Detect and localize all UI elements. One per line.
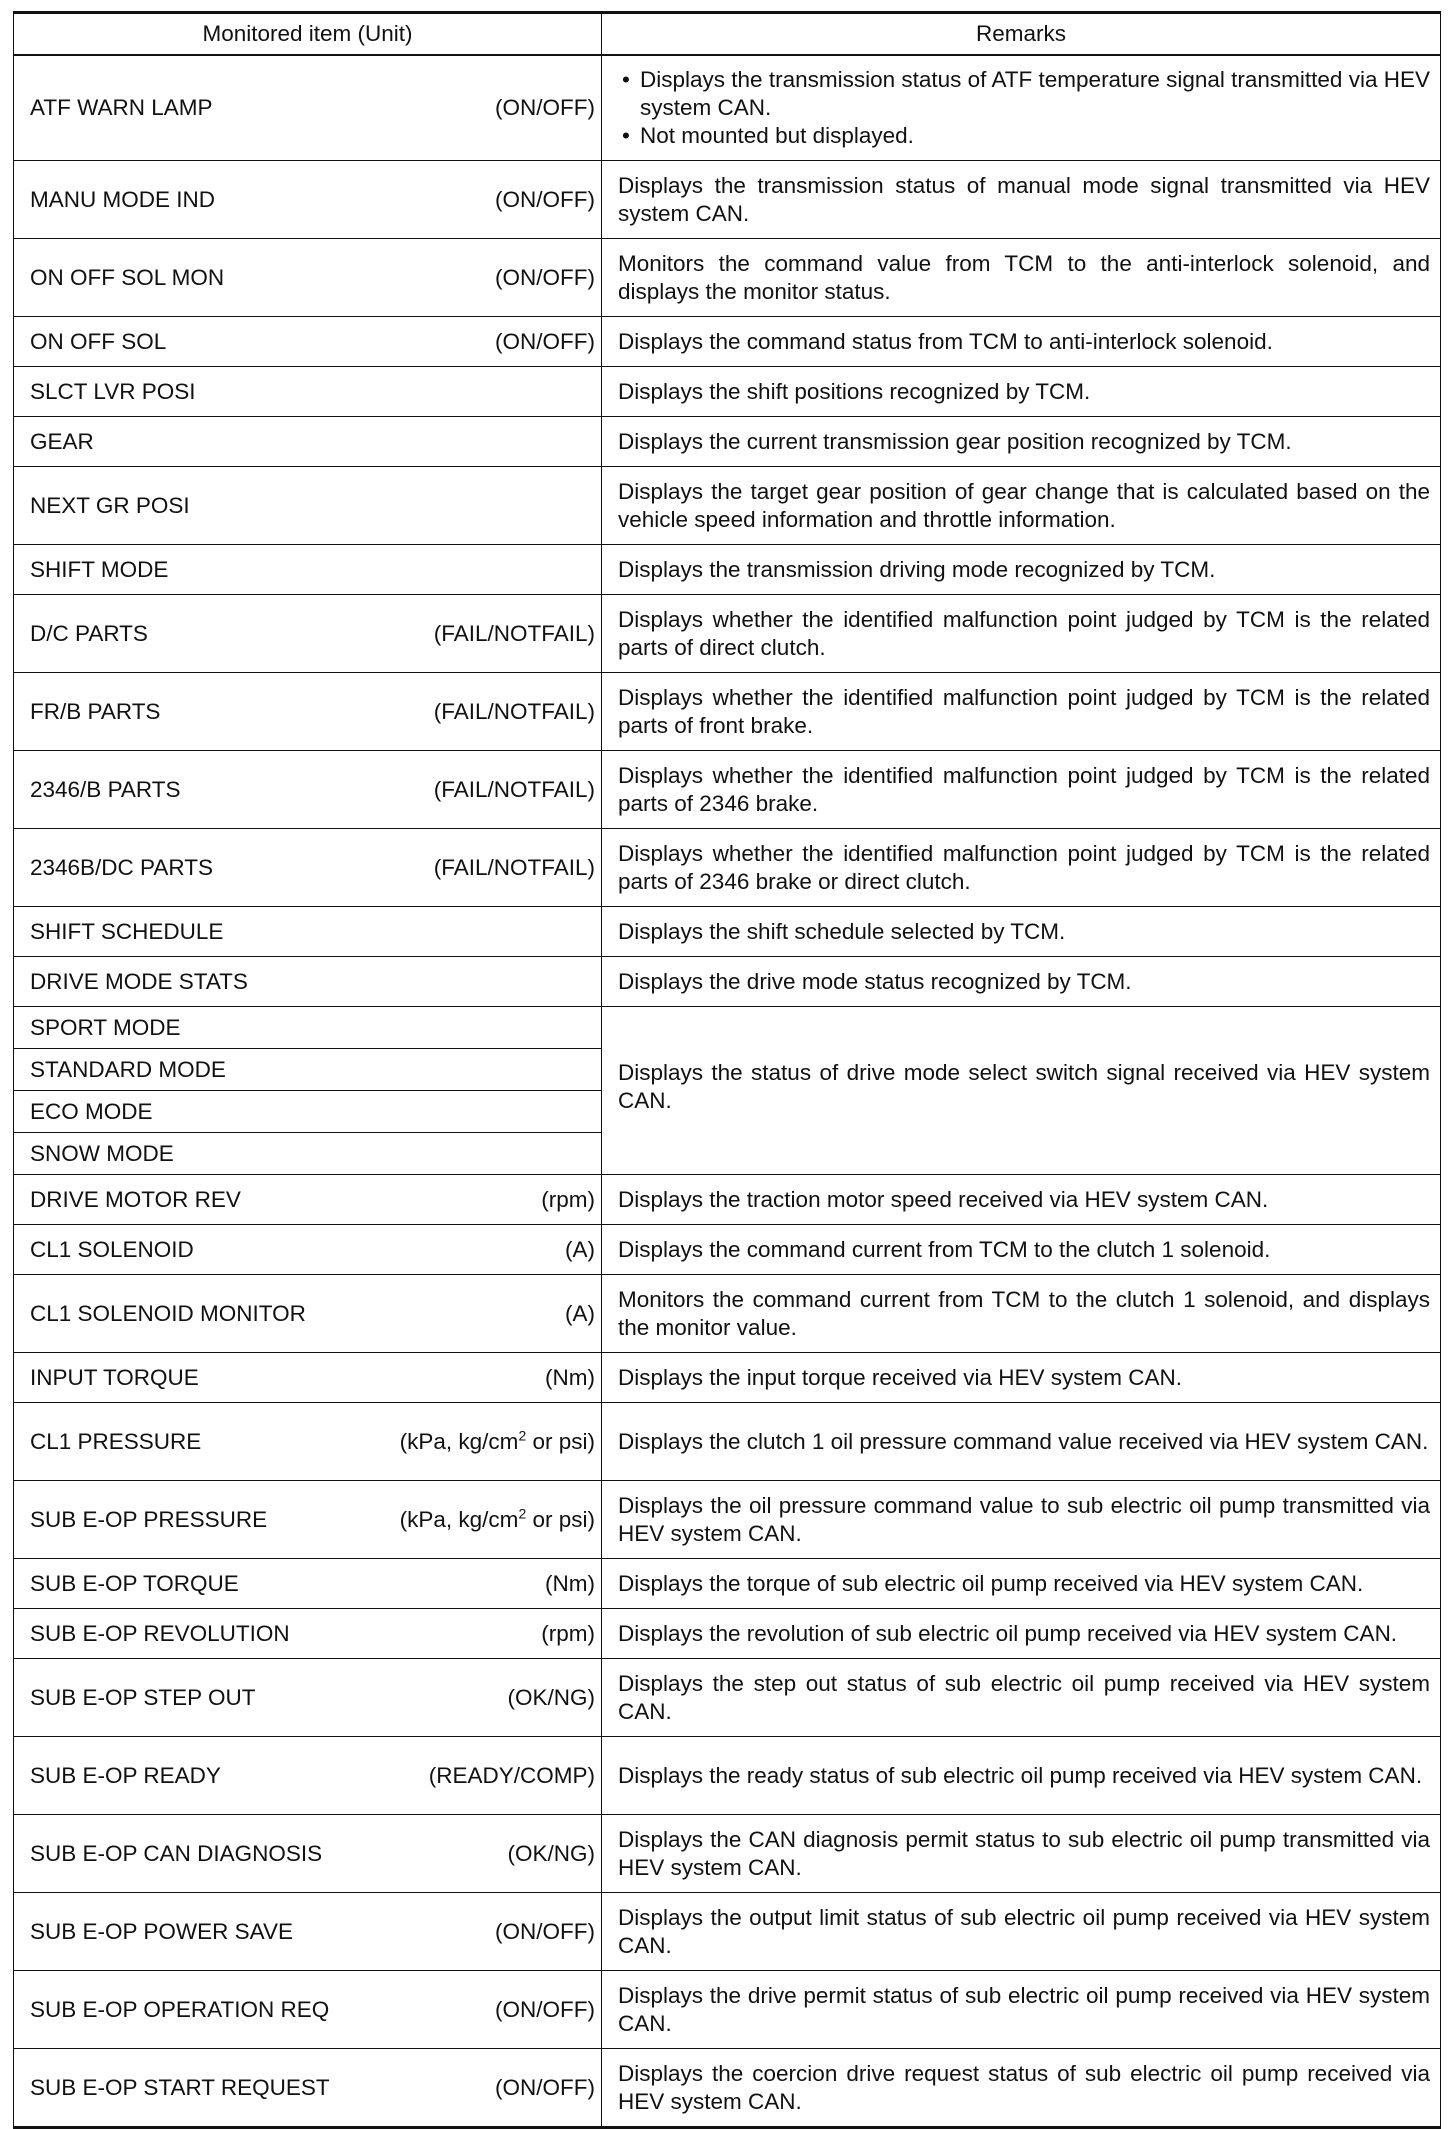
remark-cell: Displays the CAN diagnosis permit status to sub electric oil pump transmitted via HEV system CAN. (602, 1815, 1441, 1893)
item-unit: (rpm) (541, 1620, 595, 1646)
remark-bullet-list (618, 66, 1430, 150)
item-cell (14, 1559, 602, 1609)
table-row (14, 1225, 1441, 1275)
item-name: GEAR (30, 428, 94, 454)
table-row (14, 417, 1441, 467)
item-cell (14, 1815, 602, 1893)
unit-text: or psi) (526, 1506, 595, 1532)
item-cell (14, 367, 602, 417)
table-row (14, 595, 1441, 673)
table-row (14, 907, 1441, 957)
item-name: SUB E-OP CAN DIAGNOSIS (30, 1840, 323, 1866)
item-cell (14, 1403, 602, 1481)
table-row (14, 1971, 1441, 2049)
item-cell (14, 907, 602, 957)
item-unit: (Nm) (545, 1364, 595, 1390)
item-cell (14, 1893, 602, 1971)
item-unit: (A) (565, 1236, 595, 1262)
table-row (14, 1609, 1441, 1659)
remark-bullet: • Displays the transmission status of ATF temperature signal transmitted via HEV system CAN. (618, 66, 1430, 122)
remark-cell: Displays the clutch 1 oil pressure command value received via HEV system CAN. (602, 1403, 1441, 1481)
item-unit: (A) (565, 1300, 595, 1326)
remark-cell: Displays whether the identified malfunction point judged by TCM is the related parts of direct clutch. (602, 595, 1441, 673)
item-name: CL1 PRESSURE (30, 1428, 202, 1454)
item-name: DRIVE MODE STATS (30, 968, 248, 994)
item-name: CL1 SOLENOID (30, 1236, 194, 1262)
item-cell (14, 957, 602, 1007)
item-unit: (FAIL/NOTFAIL) (433, 776, 595, 802)
remark-cell: Displays the shift schedule selected by TCM. (602, 907, 1441, 957)
table-row (14, 317, 1441, 367)
item-unit: (Nm) (545, 1570, 595, 1596)
remark-cell: Displays whether the identified malfunction point judged by TCM is the related parts of 2346 brake or direct clutch. (602, 829, 1441, 907)
item-cell (14, 1049, 602, 1091)
item-cell (14, 1353, 602, 1403)
table-row (14, 367, 1441, 417)
item-name: ON OFF SOL (30, 328, 167, 354)
remark-cell: Displays whether the identified malfunction point judged by TCM is the related parts of 2346 brake. (602, 751, 1441, 829)
remark-cell: Displays whether the identified malfunction point judged by TCM is the related parts of front brake. (602, 673, 1441, 751)
remark-cell: Displays the oil pressure command value to sub electric oil pump transmitted via HEV system CAN. (602, 1481, 1441, 1559)
table-row (14, 751, 1441, 829)
column-header-remarks: Remarks (602, 13, 1441, 56)
item-cell (14, 829, 602, 907)
remark-cell: Displays the transmission driving mode recognized by TCM. (602, 545, 1441, 595)
remark-cell: Displays the target gear position of gear change that is calculated based on the vehicle speed information and throttle information. (602, 467, 1441, 545)
item-name: ECO MODE (30, 1098, 153, 1124)
item-unit: (ON/OFF) (495, 95, 595, 120)
monitor-item-table (13, 11, 1441, 2129)
item-cell (14, 317, 602, 367)
remark-cell: Displays the current transmission gear position recognized by TCM. (602, 417, 1441, 467)
item-cell (14, 417, 602, 467)
remark-cell: Displays the input torque received via HEV system CAN. (602, 1353, 1441, 1403)
item-cell (14, 1971, 602, 2049)
item-unit: (READY/COMP) (428, 1762, 595, 1788)
item-unit: (FAIL/NOTFAIL) (433, 698, 595, 724)
item-name: ON OFF SOL MON (30, 264, 225, 290)
item-cell (14, 1659, 602, 1737)
item-cell (14, 1133, 602, 1175)
remark-cell: Displays the coercion drive request status of sub electric oil pump received via HEV system CAN. (602, 2049, 1441, 2128)
table-row (14, 1659, 1441, 1737)
item-name: SHIFT MODE (30, 556, 169, 582)
item-cell (14, 1609, 602, 1659)
item-name: FR/B PARTS (30, 698, 161, 724)
item-unit: (ON/OFF) (495, 1918, 595, 1944)
remark-bullet: • Not mounted but displayed. (618, 122, 1430, 150)
remark-cell: Displays the ready status of sub electric oil pump received via HEV system CAN. (602, 1737, 1441, 1815)
item-name: SUB E-OP OPERATION REQ (30, 1996, 330, 2022)
unit-text: or psi) (526, 1428, 595, 1454)
table-row (14, 239, 1441, 317)
item-unit: (ON/OFF) (495, 328, 595, 354)
table-row (14, 1275, 1441, 1353)
item-unit: (OK/NG) (507, 1684, 595, 1710)
item-name: SUB E-OP REVOLUTION (30, 1620, 290, 1646)
table-row (14, 545, 1441, 595)
remark-cell: Displays the revolution of sub electric oil pump received via HEV system CAN. (602, 1609, 1441, 1659)
table-row (14, 1559, 1441, 1609)
item-name: 2346/B PARTS (30, 776, 181, 802)
item-name: DRIVE MOTOR REV (30, 1186, 241, 1212)
table-row (14, 55, 1441, 161)
item-unit (400, 1429, 595, 1455)
remark-cell: Displays the shift positions recognized by TCM. (602, 367, 1441, 417)
remark-cell: Displays the output limit status of sub electric oil pump received via HEV system CAN. (602, 1893, 1441, 1971)
table-row (14, 1893, 1441, 1971)
item-cell (14, 595, 602, 673)
remark-cell: Monitors the command current from TCM to the clutch 1 solenoid, and displays the monitor value. (602, 1275, 1441, 1353)
unit-superscript: 2 (518, 1505, 527, 1521)
item-name: SLCT LVR POSI (30, 378, 196, 404)
item-cell (14, 1225, 602, 1275)
item-cell (14, 161, 602, 239)
table-row (14, 957, 1441, 1007)
item-unit: (ON/OFF) (495, 2074, 595, 2100)
item-unit: (rpm) (541, 1186, 595, 1212)
item-cell (14, 55, 602, 161)
item-cell (14, 1007, 602, 1049)
table-row (14, 673, 1441, 751)
remark-cell: Displays the step out status of sub electric oil pump received via HEV system CAN. (602, 1659, 1441, 1737)
item-cell (14, 1091, 602, 1133)
item-name: INPUT TORQUE (30, 1364, 199, 1390)
item-name: STANDARD MODE (30, 1056, 226, 1082)
table-row (14, 1737, 1441, 1815)
item-cell (14, 2049, 602, 2128)
item-name: SUB E-OP POWER SAVE (30, 1918, 293, 1944)
item-cell (14, 239, 602, 317)
item-cell (14, 1481, 602, 1559)
table-row (14, 1007, 1441, 1049)
remark-cell: Displays the status of drive mode select switch signal received via HEV system CAN. (602, 1007, 1441, 1175)
remark-cell: Displays the torque of sub electric oil pump received via HEV system CAN. (602, 1559, 1441, 1609)
remark-cell: Displays the drive permit status of sub electric oil pump received via HEV system CAN. (602, 1971, 1441, 2049)
item-name: SHIFT SCHEDULE (30, 918, 224, 944)
item-name: CL1 SOLENOID MONITOR (30, 1300, 306, 1326)
table-row (14, 1175, 1441, 1225)
item-name: D/C PARTS (30, 620, 148, 646)
remark-cell: Displays the transmission status of manual mode signal transmitted via HEV system CAN. (602, 161, 1441, 239)
unit-text: (kPa, kg/cm (399, 1506, 519, 1532)
table-row (14, 1481, 1441, 1559)
remark-cell: Displays the traction motor speed received via HEV system CAN. (602, 1175, 1441, 1225)
item-name: ATF WARN LAMP (30, 95, 213, 120)
item-name: SUB E-OP TORQUE (30, 1570, 239, 1596)
table-row (14, 1403, 1441, 1481)
item-unit: (OK/NG) (507, 1840, 595, 1866)
table-row (14, 161, 1441, 239)
item-name: SPORT MODE (30, 1014, 181, 1040)
remark-cell (602, 55, 1441, 161)
item-cell (14, 545, 602, 595)
table-row (14, 1815, 1441, 1893)
item-unit: (ON/OFF) (495, 186, 595, 212)
column-header-monitored-item: Monitored item (Unit) (14, 13, 602, 56)
item-name: SUB E-OP STEP OUT (30, 1684, 256, 1710)
table-row (14, 829, 1441, 907)
table-row (14, 2049, 1441, 2128)
item-cell (14, 673, 602, 751)
item-cell (14, 467, 602, 545)
item-name: SNOW MODE (30, 1140, 174, 1166)
item-unit (400, 1507, 595, 1533)
remark-cell: Displays the command status from TCM to anti-interlock solenoid. (602, 317, 1441, 367)
table-header-row (14, 13, 1441, 56)
unit-superscript: 2 (518, 1427, 527, 1443)
item-cell (14, 1737, 602, 1815)
table-row (14, 467, 1441, 545)
item-name: SUB E-OP START REQUEST (30, 2074, 330, 2100)
item-unit: (FAIL/NOTFAIL) (433, 854, 595, 880)
item-cell (14, 1275, 602, 1353)
item-unit: (ON/OFF) (495, 1996, 595, 2022)
table-row (14, 1353, 1441, 1403)
remark-cell: Displays the drive mode status recognized by TCM. (602, 957, 1441, 1007)
item-name: 2346B/DC PARTS (30, 854, 213, 880)
remark-cell: Monitors the command value from TCM to the anti-interlock solenoid, and displays the monitor status. (602, 239, 1441, 317)
item-cell (14, 1175, 602, 1225)
item-unit: (FAIL/NOTFAIL) (433, 620, 595, 646)
item-unit: (ON/OFF) (495, 264, 595, 290)
item-name: SUB E-OP PRESSURE (30, 1506, 268, 1532)
remark-cell: Displays the command current from TCM to the clutch 1 solenoid. (602, 1225, 1441, 1275)
unit-text: (kPa, kg/cm (399, 1428, 519, 1454)
item-name: MANU MODE IND (30, 186, 215, 212)
item-name: SUB E-OP READY (30, 1762, 221, 1788)
item-cell (14, 751, 602, 829)
item-name: NEXT GR POSI (30, 492, 190, 518)
